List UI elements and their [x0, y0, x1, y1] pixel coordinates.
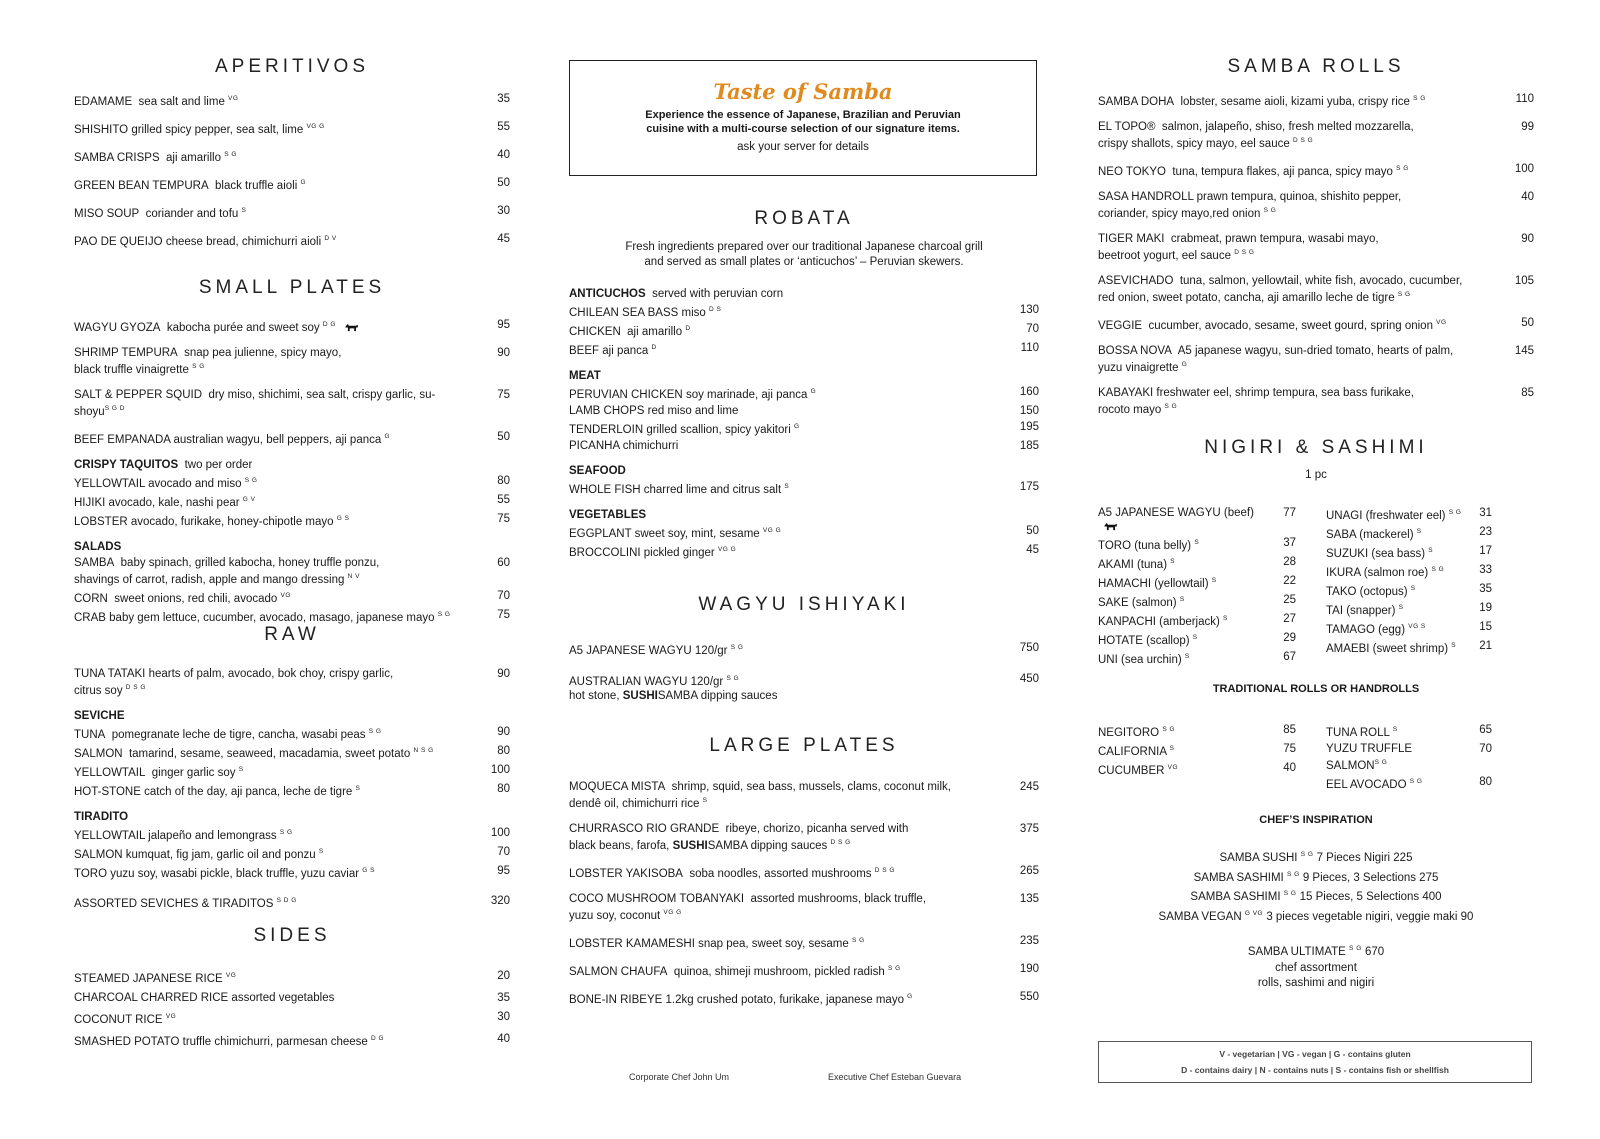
menu-item: MOQUECA MISTA shrimp, squid, sea bass, mussels, clams, coconut milk, dendê oil, chimichurri rice $^S$ 245	[569, 781, 1039, 810]
subsection-heading: VEGETABLES	[569, 509, 647, 521]
inspiration-line: SAMBA VEGAN $^{G VG}$ 3 pieces vegetable nigiri, veggie maki 90	[1158, 909, 1474, 923]
section-title: RAW	[264, 624, 320, 645]
inspiration-line: SAMBA SASHIMI $^{S G}$ 15 Pieces, 5 Selections 400	[1190, 890, 1442, 903]
menu-item: SMASHED POTATO truffle chimichurri, parmesan cheese $^{D G}$ 40	[74, 1033, 510, 1048]
large-plates-section	[569, 735, 1039, 1007]
menu-item: TUNA ROLL $^S$ 65	[1326, 724, 1492, 739]
menu-item: TORO (tuna belly) $^S$ 37	[1098, 536, 1296, 552]
menu-item: SALMON kumquat, fig jam, garlic oil and ponzu $^S$ 70	[74, 846, 510, 861]
menu-item: CUCUMBER $^{VG}$ 40	[1098, 762, 1296, 777]
section-title: LARGE PLATES	[709, 735, 899, 756]
subsection-heading: CRISPY TAQUITOS two per order	[74, 459, 253, 471]
nigiri-portion: 1 pc	[1305, 469, 1327, 481]
menu-item: BOSSA NOVA A5 japanese wagyu, sun-dried tomato, hearts of palm, yuzu vinaigrette $^G$ 145	[1098, 345, 1534, 374]
section-title: APERITIVOS	[214, 56, 370, 77]
menu-item: LOBSTER avocado, furikake, honey-chipotle mayo $^{G S}$ 75	[74, 513, 510, 528]
menu-item: CHICKEN aji amarillo $^D$ 70	[569, 323, 1039, 338]
menu-item: KANPACHI (amberjack) $^S$ 27	[1098, 612, 1296, 628]
menu-item: YUZU TRUFFLE $SALMON^{S G}$ 70	[1326, 743, 1492, 772]
menu-item: BONE-IN RIBEYE 1.2kg crushed potato, furikake, japanese mayo $^G$ 550	[569, 991, 1039, 1006]
menu-item: BROCCOLINI pickled ginger $^{VG G}$ 45	[569, 544, 1039, 559]
menu-item: LOBSTER KAMAMESHI snap pea, sweet soy, sesame $^{S G}$ 235	[569, 935, 1039, 950]
nigiri-sashimi-section	[1098, 437, 1534, 667]
taste-ask-note: ask your server for details	[737, 141, 869, 153]
menu-item: LOBSTER YAKISOBA soba noodles, assorted mushrooms $^{D S G}$ 265	[569, 865, 1039, 880]
traditional-rolls-section	[1098, 683, 1534, 792]
menu-item: TAI (snapper) $^S$ 19	[1326, 601, 1492, 617]
menu-item: STEAMED JAPANESE RICE $^{VG}$ 20	[74, 970, 510, 985]
section-title: SMALL PLATES	[198, 277, 386, 298]
menu-item: EDAMAME sea salt and lime $^{VG}$ 35	[74, 93, 510, 108]
legend-line: V - vegetarian | VG - vegan | G - contains gluten	[1219, 1049, 1411, 1059]
sides-section	[74, 925, 510, 1049]
section-title: SIDES	[253, 925, 331, 946]
menu-item: SUZUKI (sea bass) $^S$ 17	[1326, 544, 1492, 560]
menu-item: TAMAGO (egg) $^{VG S}$ 15	[1326, 620, 1492, 636]
traditional-grid	[1098, 723, 1492, 792]
inspiration-line: SAMBA SUSHI $^{S G}$ 7 Pieces Nigiri 225	[1219, 851, 1413, 864]
menu-item: LAMB CHOPS red miso and lime 150	[569, 405, 1039, 417]
subsection-heading: SEVICHE	[74, 710, 125, 722]
aperitivos-section	[74, 56, 510, 249]
nigiri-grid	[1098, 506, 1492, 667]
menu-item: UNI (sea urchin) $^S$ 67	[1098, 650, 1296, 666]
menu-item: WHOLE FISH charred lime and citrus salt $^S$ 175	[569, 481, 1039, 496]
subsection-heading: SALADS	[74, 541, 122, 553]
menu-item: SALMON tamarind, sesame, seaweed, macadamia, sweet potato $^{N S G}$ 80	[74, 745, 510, 760]
menu-item: BEEF EMPANADA australian wagyu, bell peppers, aji panca $^G$ 50	[74, 431, 510, 446]
taste-of-samba-box	[569, 60, 1037, 176]
menu-item: ASEVICHADO tuna, salmon, yellowtail, white fish, avocado, cucumber, red onion, sweet potato, cancha, aji amarillo leche de tigre $^{S G}$ 105	[1098, 275, 1534, 304]
menu-item: PERUVIAN CHICKEN soy marinade, aji panca $^G$ 160	[569, 386, 1039, 401]
section-title: ROBATA	[754, 208, 854, 229]
section-title: WAGYU ISHIYAKI	[698, 594, 910, 615]
traditional-title: TRADITIONAL ROLLS OR HANDROLLS	[1212, 683, 1420, 695]
menu-item: A5 JAPANESE WAGYU (beef) 77	[1098, 506, 1296, 534]
menu-item: TIGER MAKI crabmeat, prawn tempura, wasabi mayo, beetroot yogurt, eel sauce $^{D S G}$ 90	[1098, 233, 1534, 262]
menu-item: PAO DE QUEIJO cheese bread, chimichurri aioli $^{D V}$ 45	[74, 233, 510, 248]
raw-section	[74, 624, 510, 911]
wagyu-ishiyaki-section	[569, 594, 1039, 703]
menu-item: NEGITORO $^{S G}$ 85	[1098, 724, 1296, 739]
robata-intro: Fresh ingredients prepared over our traditional Japanese charcoal grill and served as small plates or ‘anticuchos’ – Peruvian skewers.	[625, 241, 983, 268]
menu-item: HOT-STONE catch of the day, aji panca, leche de tigre $^S$ 80	[74, 783, 510, 798]
samba-ultimate: SAMBA ULTIMATE $^{S G}$ 670 chef assortment rolls, sashimi and nigiri	[1247, 945, 1385, 989]
menu-item: AKAMI (tuna) $^S$ 28	[1098, 555, 1296, 571]
menu-item: TUNA pomegranate leche de tigre, cancha, wasabi peas $^{S G}$ 90	[74, 726, 510, 741]
legend-line: D - contains dairy | N - contains nuts | S - contains fish or shellfish	[1181, 1065, 1449, 1075]
subsection-heading: MEAT	[569, 370, 601, 382]
menu-item: COCONUT RICE $^{VG}$ 30	[74, 1011, 510, 1026]
menu-item: ASSORTED SEVICHES & TIRADITOS $^{S D G}$ 320	[74, 895, 510, 910]
subsection-heading: TIRADITO	[74, 811, 129, 823]
menu-item: EL TOPO® salmon, jalapeño, shiso, fresh melted mozzarella, crispy shallots, spicy mayo, eel sauce $^{D S G}$ 99	[1098, 121, 1534, 150]
menu-item: EGGPLANT sweet soy, mint, sesame $^{VG G}$ 50	[569, 525, 1039, 540]
chefs-inspiration-section	[1098, 814, 1534, 992]
subsection-heading: ANTICUCHOS served with peruvian corn	[569, 288, 784, 300]
menu-item: SHRIMP TEMPURA snap pea julienne, spicy mayo, black truffle vinaigrette $^{S G}$ 90	[74, 347, 510, 376]
subsection-heading: SEAFOOD	[569, 465, 626, 477]
menu-item: CRAB baby gem lettuce, cucumber, avocado, masago, japanese mayo $^{S G}$ 75	[74, 609, 510, 624]
menu-item: AUSTRALIAN WAGYU 120/gr $^{S G}$ hot stone, SUSHISAMBA dipping sauces 450	[569, 673, 1039, 702]
menu-item: HAMACHI (yellowtail) $^S$ 22	[1098, 574, 1296, 590]
menu-item: IKURA (salmon roe) $^{S G}$ 33	[1326, 563, 1492, 579]
menu-item: TENDERLOIN grilled scallion, spicy yakitori $^G$ 195	[569, 421, 1039, 436]
menu-item: EEL AVOCADO $^{S G}$ 80	[1326, 776, 1492, 791]
menu-item: HOTATE (scallop) $^S$ 29	[1098, 631, 1296, 647]
menu-item: SALT & PEPPER SQUID dry miso, shichimi, sea salt, crispy garlic, su-shoyu$^{S G D}$ 75	[74, 389, 510, 418]
menu-item: CALIFORNIA $^S$ 75	[1098, 743, 1296, 758]
menu-item: CHILEAN SEA BASS miso $^{D S}$ 130	[569, 304, 1039, 319]
menu-item: SAMBA DOHA lobster, sesame aioli, kizami yuba, crispy rice $^{S G}$ 110	[1098, 93, 1534, 108]
inspiration-title: CHEF’S INSPIRATION	[1259, 814, 1373, 826]
menu-item: KABAYAKI freshwater eel, shrimp tempura, sea bass furikake, rocoto mayo $^{S G}$ 85	[1098, 387, 1534, 416]
menu-item: SASA HANDROLL prawn tempura, quinoa, shishito pepper, coriander, spicy mayo,red onion $^{S G}$ 40	[1098, 191, 1534, 220]
menu-item: CORN sweet onions, red chili, avocado $^{VG}$ 70	[74, 590, 510, 605]
menu-item: YELLOWTAIL ginger garlic soy $^S$ 100	[74, 764, 510, 779]
menu-item: CHARCOAL CHARRED RICE assorted vegetables 35	[74, 992, 510, 1004]
menu-item: HIJIKI avocado, kale, nashi pear $^{G V}$ 55	[74, 494, 510, 509]
menu-item: TAKO (octopus) $^S$ 35	[1326, 582, 1492, 598]
menu-item: YELLOWTAIL avocado and miso $^{S G}$ 80	[74, 475, 510, 490]
menu-item: TUNA TATAKI hearts of palm, avocado, bok choy, crispy garlic, citrus soy $^{D S G}$ 90	[74, 668, 510, 697]
menu-item: MISO SOUP coriander and tofu $^S$ 30	[74, 205, 510, 220]
menu-item: PICANHA chimichurri 185	[569, 440, 1039, 452]
menu-item: TORO yuzu soy, wasabi pickle, black truffle, yuzu caviar $^{G S}$ 95	[74, 865, 510, 880]
menu-item: NEO TOKYO tuna, tempura flakes, aji panca, spicy mayo $^{S G}$ 100	[1098, 163, 1534, 178]
menu-item: COCO MUSHROOM TOBANYAKI assorted mushrooms, black truffle, yuzu soy, coconut $^{VG G}$ 135	[569, 893, 1039, 922]
menu-item: SAMBA CRISPS aji amarillo $^{S G}$ 40	[74, 149, 510, 164]
menu-item: SALMON CHAUFA quinoa, shimeji mushroom, pickled radish $^{S G}$ 190	[569, 963, 1039, 978]
menu-item: SHISHITO grilled spicy pepper, sea salt, lime $^{VG G}$ 55	[74, 121, 510, 136]
executive-chef: Executive Chef Esteban Guevara	[828, 1072, 962, 1082]
menu-item: BEEF aji panca $^D$ 110	[569, 342, 1039, 357]
corporate-chef: Corporate Chef John Um	[629, 1072, 730, 1082]
menu-item: YELLOWTAIL jalapeño and lemongrass $^{S G}$ 100	[74, 827, 510, 842]
menu-item: SABA (mackerel) $^S$ 23	[1326, 525, 1492, 541]
menu-item: SAMBA baby spinach, grilled kabocha, honey truffle ponzu, shavings of carrot, radish, apple and mango dressing $^{N V}$ 60	[74, 557, 510, 586]
inspiration-line: SAMBA SASHIMI $^{S G}$ 9 Pieces, 3 Selections 275	[1193, 870, 1439, 884]
menu-item: GREEN BEAN TEMPURA black truffle aioli $^G$ 50	[74, 177, 510, 192]
section-title: NIGIRI & SASHIMI	[1204, 437, 1428, 458]
menu-item: VEGGIE cucumber, avocado, sesame, sweet gourd, spring onion $^{VG}$ 50	[1098, 317, 1534, 332]
taste-description: Experience the essence of Japanese, Brazilian and Peruvian cuisine with a multi-course selection of our signature items.	[645, 109, 961, 135]
menu-item: SAKE (salmon) $^S$ 25	[1098, 593, 1296, 609]
wagyu-cow-icon	[1103, 522, 1118, 531]
wagyu-cow-icon	[344, 323, 359, 332]
menu-item: A5 JAPANESE WAGYU 120/gr $^{S G}$ 750	[569, 642, 1039, 657]
small-plates-section	[74, 277, 510, 625]
menu-item: CHURRASCO RIO GRANDE ribeye, chorizo, picanha served with black beans, farofa, SUSHISAMBA dipping sauces $^{D S G}$ 375	[569, 823, 1039, 852]
section-title: SAMBA ROLLS	[1227, 56, 1405, 77]
menu-item: AMAEBI (sweet shrimp) $^S$ 21	[1326, 639, 1492, 655]
menu-item: WAGYU GYOZA kabocha purée and sweet soy $^{D G}$ 95	[74, 319, 510, 334]
allergen-legend	[1098, 1041, 1532, 1083]
robata-section	[569, 208, 1039, 560]
samba-rolls-section	[1098, 56, 1534, 417]
inspiration-list	[1098, 847, 1534, 925]
menu-item: UNAGI (freshwater eel) $^{S G}$ 31	[1326, 506, 1492, 522]
taste-of-samba-title: Taste of Samba	[713, 79, 893, 104]
